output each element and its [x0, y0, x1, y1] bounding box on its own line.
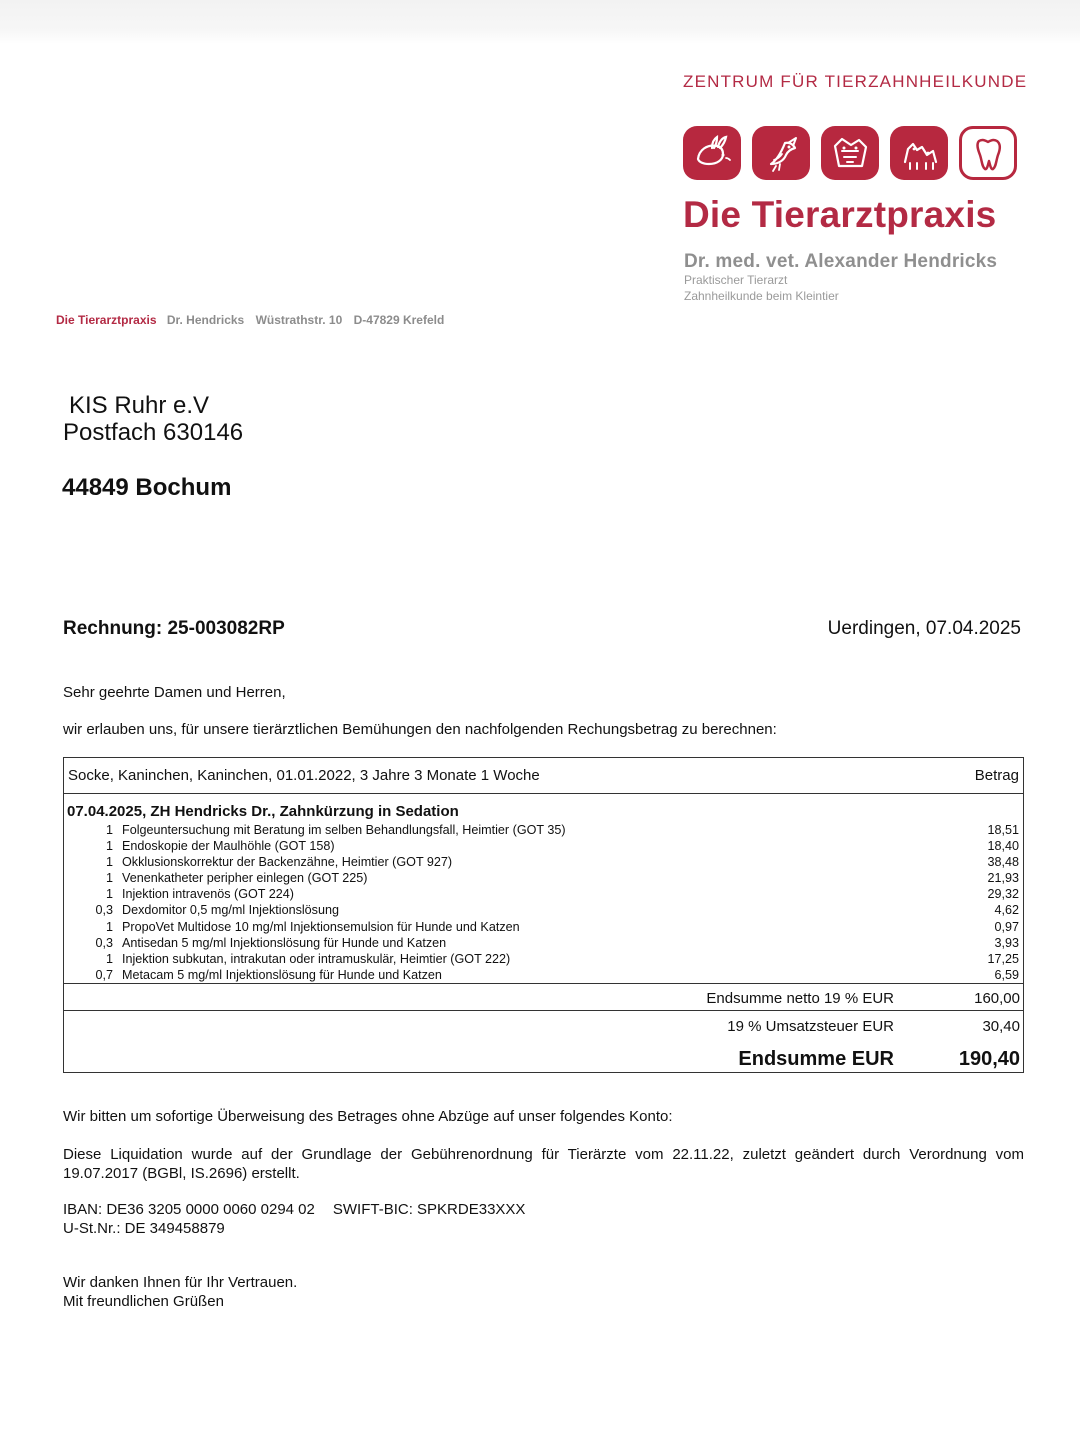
- item-description: Injektion subkutan, intrakutan oder intramuskulär, Heimtier (GOT 222): [122, 951, 511, 966]
- item-quantity: 0,3: [95, 903, 113, 918]
- table-row: [64, 935, 1023, 951]
- item-amount: 18,40: [987, 839, 1019, 854]
- item-amount: 6,59: [994, 967, 1019, 982]
- item-amount: 18,51: [987, 823, 1019, 837]
- vat-row: [64, 1010, 1023, 1038]
- item-description: PropoVet Multidose 10 mg/ml Injektionsemulsion für Hunde und Katzen: [122, 919, 520, 934]
- item-amount: 21,93: [987, 871, 1019, 886]
- sender-address-line: [56, 312, 526, 328]
- dog-cat-icon: [821, 126, 879, 180]
- doctor-specialty-line: Zahnheilkunde beim Kleintier: [684, 289, 839, 303]
- item-quantity: 1: [105, 871, 113, 886]
- invoice-item-list: [64, 822, 1023, 983]
- net-total-label: Endsumme netto 19 % EUR: [706, 990, 894, 1007]
- table-row: [64, 919, 1023, 935]
- brand-name: Die Tierarztpraxis: [683, 194, 997, 235]
- sender-brand: Die Tierarztpraxis: [56, 313, 157, 327]
- recipient-name: KIS Ruhr e.V: [69, 392, 210, 419]
- bank-account-line: [63, 1200, 763, 1219]
- item-amount: 17,25: [987, 951, 1019, 966]
- iban: IBAN: DE36 3205 0000 0060 0294 02: [63, 1201, 315, 1218]
- thanks-line: Wir danken Ihnen für Ihr Vertrauen.: [63, 1274, 298, 1291]
- invoice-place-date: Uerdingen, 07.04.2025: [827, 618, 1021, 639]
- sender-postal-city: D-47829 Krefeld: [353, 313, 445, 327]
- invoice-table: [63, 757, 1024, 1073]
- payment-request: Wir bitten um sofortige Überweisung des Betrages ohne Abzüge auf unser folgendes Konto:: [63, 1108, 673, 1125]
- table-row: [64, 854, 1023, 870]
- item-quantity: 1: [105, 839, 113, 854]
- treatment-title: 07.04.2025, ZH Hendricks Dr., Zahnkürzung in Sedation: [67, 803, 459, 820]
- grand-total-row: [64, 1044, 1023, 1074]
- item-amount: 0,97: [994, 919, 1019, 934]
- item-quantity: 1: [105, 951, 113, 966]
- item-quantity: 1: [105, 919, 113, 934]
- item-amount: 3,93: [994, 935, 1019, 950]
- item-quantity: 1: [105, 823, 113, 837]
- recipient-address: [63, 392, 483, 446]
- table-row: [64, 951, 1023, 967]
- bird-icon: [752, 126, 810, 180]
- table-row: [64, 902, 1023, 918]
- amount-column-header: Betrag: [974, 767, 1019, 784]
- animal-group-icon: [890, 126, 948, 180]
- sender-street: Wüstrathstr. 10: [255, 313, 343, 327]
- item-description: Venenkatheter peripher einlegen (GOT 225): [122, 871, 368, 886]
- bank-details: [63, 1200, 763, 1238]
- vat-id: U-St.Nr.: DE 349458879: [63, 1220, 225, 1237]
- item-quantity: 0,7: [95, 967, 113, 982]
- grand-total-value: 190,40: [958, 1048, 1020, 1070]
- item-amount: 4,62: [994, 903, 1019, 918]
- greeting: Sehr geehrte Damen und Herren,: [63, 684, 286, 701]
- tooth-icon: [959, 126, 1017, 180]
- invoice-heading-row: [63, 618, 1021, 644]
- swift-bic: SWIFT-BIC: SPKRDE33XXX: [332, 1201, 526, 1218]
- item-description: Endoskopie der Maulhöhle (GOT 158): [122, 839, 335, 854]
- grand-total-label: Endsumme EUR: [738, 1048, 894, 1070]
- top-strip: [0, 0, 1080, 44]
- doctor-title-line: Praktischer Tierarzt: [684, 273, 788, 287]
- table-row: [64, 967, 1023, 983]
- regards-line: Mit freundlichen Grüßen: [63, 1293, 224, 1310]
- item-amount: 29,32: [987, 887, 1019, 902]
- net-total-row: [64, 983, 1023, 1010]
- invoice-number: Rechnung: 25-003082RP: [63, 618, 285, 639]
- invoice-intro: wir erlauben uns, für unsere tierärztlichen Bemühungen den nachfolgenden Rechungsbetrag zu berechnen:: [63, 721, 777, 738]
- doctor-name: Dr. med. vet. Alexander Hendricks: [684, 251, 998, 272]
- item-description: Antisedan 5 mg/ml Injektionslösung für Hunde und Katzen: [122, 935, 447, 950]
- recipient-city: 44849 Bochum: [62, 474, 232, 501]
- item-description: Dexdomitor 0,5 mg/ml Injektionslösung: [122, 903, 339, 918]
- invoice-table-header: [64, 758, 1023, 794]
- item-description: Metacam 5 mg/ml Injektionslösung für Hunde und Katzen: [122, 967, 442, 982]
- brand-icon-row: [683, 126, 1043, 182]
- item-description: Okklusionskorrektur der Backenzähne, Heimtier (GOT 927): [122, 855, 453, 870]
- item-amount: 38,48: [987, 855, 1019, 870]
- table-row: [64, 822, 1023, 838]
- liquidation-note: Diese Liquidation wurde auf der Grundlage der Gebührenordnung für Tierärzte vom 22.11.22, zuletzt geändert durch Verordnung vom 19.07.2017 (BGBl, IS.2696) erstellt.: [63, 1146, 1024, 1182]
- closing-text: [63, 1273, 563, 1311]
- table-row: [64, 870, 1023, 886]
- rabbit-icon: [683, 126, 741, 180]
- item-quantity: 1: [105, 855, 113, 870]
- recipient-po-box: Postfach 630146: [63, 419, 244, 446]
- item-quantity: 0,3: [95, 935, 113, 950]
- vat-value: 30,40: [982, 1018, 1020, 1035]
- vat-label: 19 % Umsatzsteuer EUR: [727, 1018, 894, 1035]
- item-description: Folgeuntersuchung mit Beratung im selben Behandlungsfall, Heimtier (GOT 35): [122, 823, 566, 837]
- patient-info: Socke, Kaninchen, Kaninchen, 01.01.2022, 3 Jahre 3 Monate 1 Woche: [68, 767, 540, 784]
- item-quantity: 1: [105, 887, 113, 902]
- net-total-value: 160,00: [974, 990, 1020, 1007]
- table-row: [64, 886, 1023, 902]
- sender-doctor: Dr. Hendricks: [166, 313, 245, 327]
- item-description: Injektion intravenös (GOT 224): [122, 887, 294, 902]
- brand-center-title: ZENTRUM FÜR TIERZAHNHEILKUNDE: [683, 72, 1028, 91]
- table-row: [64, 838, 1023, 854]
